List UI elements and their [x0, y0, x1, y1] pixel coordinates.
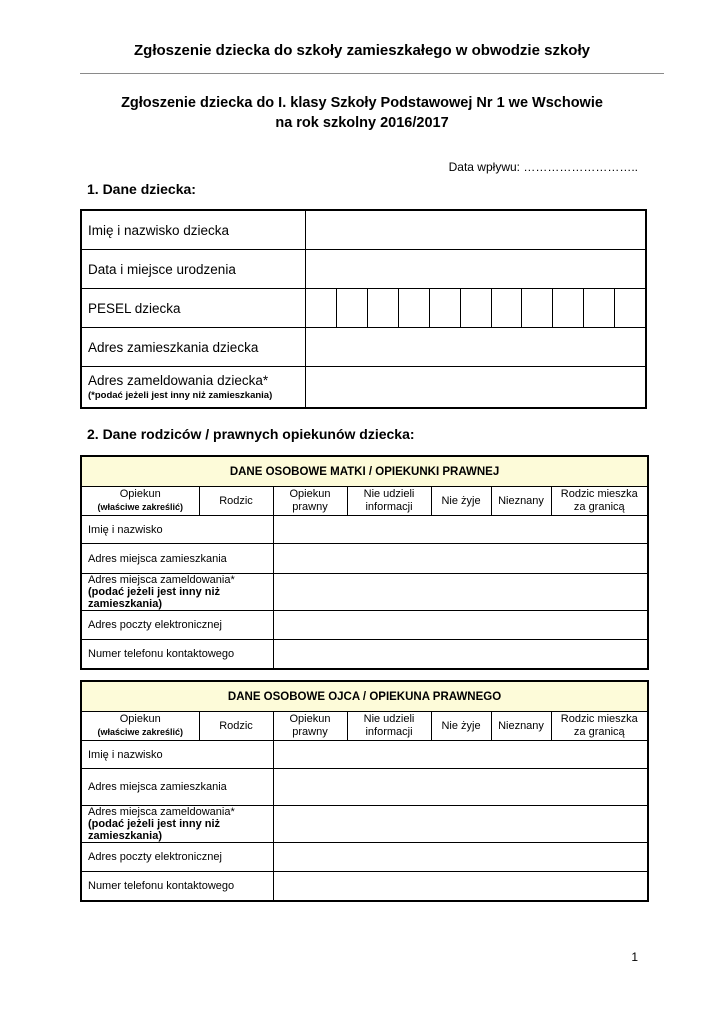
intake-date-label: Data wpływu: ……………………….. — [448, 160, 638, 174]
father-option-parent[interactable]: Rodzic — [199, 712, 273, 741]
father-option-abroad[interactable]: Rodzic mieszka za granicą — [551, 712, 648, 741]
table-row — [81, 328, 646, 367]
table-row — [81, 806, 648, 843]
pesel-digit-10[interactable] — [584, 289, 615, 328]
table-row — [81, 456, 648, 487]
mother-phone-label: Numer telefonu kontaktowego — [81, 640, 273, 670]
child-registered-address-field[interactable] — [306, 367, 646, 409]
table-row — [81, 544, 648, 574]
form-title-line-2: na rok szkolny 2016/2017 — [275, 115, 449, 131]
mother-option-parent[interactable]: Rodzic — [199, 487, 273, 516]
table-row — [81, 712, 648, 741]
mother-registered-address-field[interactable] — [273, 574, 648, 611]
table-row — [81, 210, 646, 250]
father-name-label: Imię i nazwisko — [81, 741, 273, 769]
pesel-digit-1[interactable] — [306, 289, 337, 328]
table-row — [81, 487, 648, 516]
pesel-digit-9[interactable] — [553, 289, 584, 328]
pesel-digit-2[interactable] — [337, 289, 368, 328]
father-email-label: Adres poczty elektronicznej — [81, 843, 273, 872]
pesel-digit-4[interactable] — [399, 289, 430, 328]
father-option-legal-guardian[interactable]: Opiekun prawny — [273, 712, 347, 741]
father-option-unknown[interactable]: Nieznany — [491, 712, 551, 741]
child-data-table — [80, 209, 647, 409]
child-name-field[interactable] — [306, 210, 646, 250]
mother-registered-address-label — [81, 574, 273, 611]
mother-phone-field[interactable] — [273, 640, 648, 670]
mother-banner: DANE OSOBOWE MATKI / OPIEKUNKI PRAWNEJ — [81, 456, 648, 487]
form-title — [0, 93, 724, 133]
child-name-label: Imię i nazwisko dziecka — [81, 210, 306, 250]
child-registered-address-text: Adres zameldowania dziecka* — [88, 373, 269, 388]
mother-name-label: Imię i nazwisko — [81, 516, 273, 544]
mother-name-field[interactable] — [273, 516, 648, 544]
father-phone-field[interactable] — [273, 872, 648, 902]
pesel-digit-11[interactable] — [615, 289, 646, 328]
father-registered-address-note: (podać jeżeli jest inny niż zamieszkania) — [88, 818, 221, 842]
mother-address-field[interactable] — [273, 544, 648, 574]
form-title-line-1: Zgłoszenie dziecka do I. klasy Szkoły Podstawowej Nr 1 we Wschowie — [121, 95, 603, 111]
father-registered-address-text: Adres miejsca zameldowania* — [88, 806, 235, 818]
father-option-deceased[interactable]: Nie żyje — [431, 712, 491, 741]
father-address-label: Adres miejsca zamieszkania — [81, 769, 273, 806]
father-data-table — [80, 680, 649, 902]
child-address-field[interactable] — [306, 328, 646, 367]
option-label: Opiekun — [119, 713, 161, 725]
mother-option-unknown[interactable]: Nieznany — [491, 487, 551, 516]
pesel-digit-5[interactable] — [429, 289, 460, 328]
pesel-digit-7[interactable] — [491, 289, 522, 328]
table-row — [81, 611, 648, 640]
father-email-field[interactable] — [273, 843, 648, 872]
table-row — [81, 741, 648, 769]
table-row — [81, 367, 646, 409]
pesel-digit-3[interactable] — [368, 289, 399, 328]
child-registered-address-note: (*podać jeżeli jest inny niż zamieszkania) — [88, 390, 273, 401]
table-row — [81, 574, 648, 611]
father-registered-address-label — [81, 806, 273, 843]
father-registered-address-field[interactable] — [273, 806, 648, 843]
father-option-no-info[interactable]: Nie udzieli informacji — [347, 712, 431, 741]
header-divider — [80, 73, 664, 74]
table-row — [81, 843, 648, 872]
option-hint: (właściwe zakreślić) — [97, 502, 184, 512]
table-row — [81, 289, 646, 328]
mother-option-abroad[interactable]: Rodzic mieszka za granicą — [551, 487, 648, 516]
table-row — [81, 681, 648, 712]
father-phone-label: Numer telefonu kontaktowego — [81, 872, 273, 902]
father-banner: DANE OSOBOWE OJCA / OPIEKUNA PRAWNEGO — [81, 681, 648, 712]
section-1-heading: 1. Dane dziecka: — [87, 181, 196, 197]
mother-option-legal-guardian[interactable]: Opiekun prawny — [273, 487, 347, 516]
intake-date[interactable] — [449, 160, 638, 174]
mother-email-label: Adres poczty elektronicznej — [81, 611, 273, 640]
mother-option-guardian-header — [81, 487, 199, 516]
pesel-digit-6[interactable] — [460, 289, 491, 328]
father-address-field[interactable] — [273, 769, 648, 806]
child-registered-address-label — [81, 367, 306, 409]
mother-email-field[interactable] — [273, 611, 648, 640]
table-row — [81, 872, 648, 902]
child-birth-label: Data i miejsce urodzenia — [81, 250, 306, 289]
mother-option-no-info[interactable]: Nie udzieli informacji — [347, 487, 431, 516]
father-option-guardian-header — [81, 712, 199, 741]
table-row — [81, 516, 648, 544]
child-address-label: Adres zamieszkania dziecka — [81, 328, 306, 367]
father-name-field[interactable] — [273, 741, 648, 769]
mother-registered-address-note: (podać jeżeli jest inny niż zamieszkania) — [88, 586, 221, 610]
child-pesel-label: PESEL dziecka — [81, 289, 306, 328]
section-2-heading: 2. Dane rodziców / prawnych opiekunów dziecka: — [87, 426, 415, 442]
table-row — [81, 250, 646, 289]
mother-address-label: Adres miejsca zamieszkania — [81, 544, 273, 574]
document-header-title: Zgłoszenie dziecka do szkoły zamieszkałego w obwodzie szkoły — [134, 42, 590, 59]
table-row — [81, 640, 648, 670]
child-birth-field[interactable] — [306, 250, 646, 289]
mother-data-table — [80, 455, 649, 670]
table-row — [81, 769, 648, 806]
option-label: Opiekun — [119, 488, 161, 500]
mother-registered-address-text: Adres miejsca zameldowania* — [88, 574, 235, 586]
page-number: 1 — [631, 950, 638, 964]
pesel-digit-8[interactable] — [522, 289, 553, 328]
mother-option-deceased[interactable]: Nie żyje — [431, 487, 491, 516]
option-hint: (właściwe zakreślić) — [97, 727, 184, 737]
